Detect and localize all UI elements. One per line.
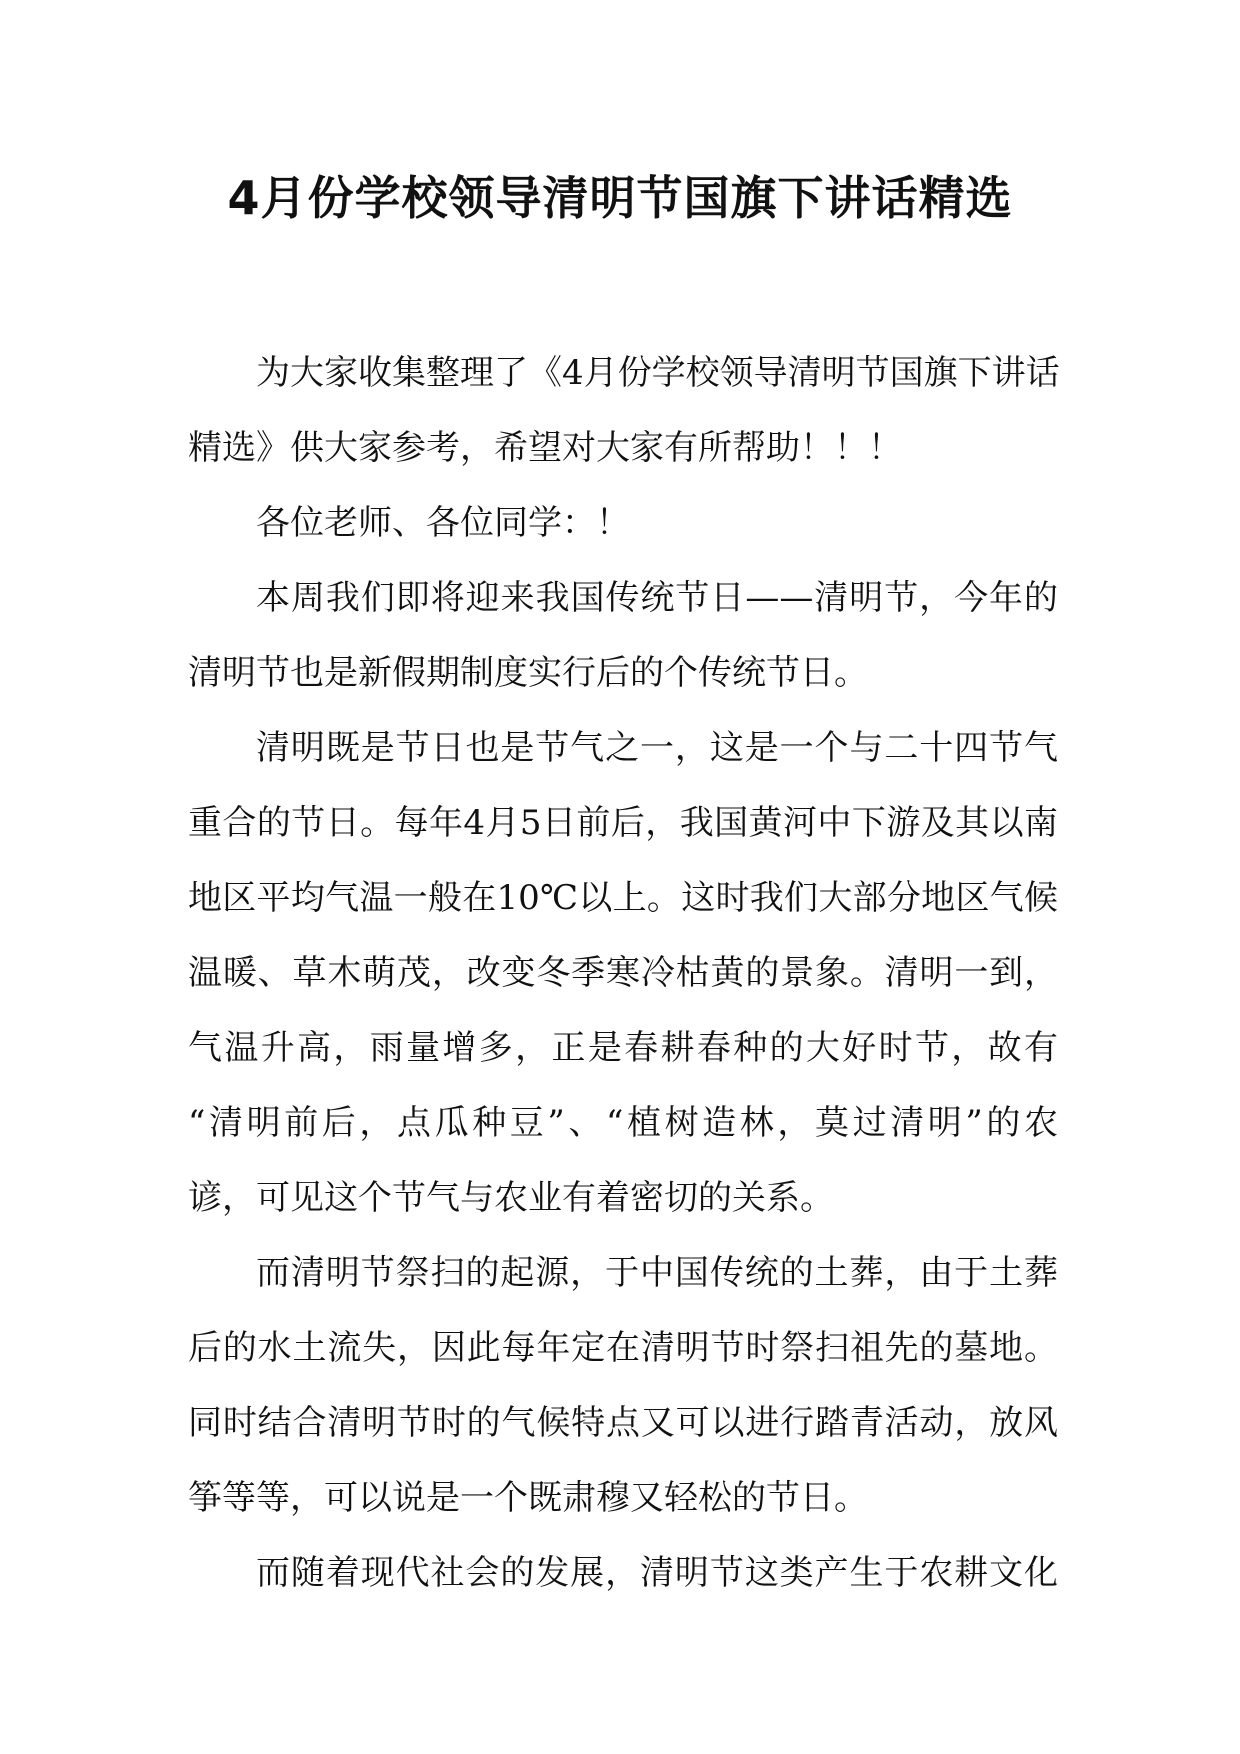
body-text-line: 清明既是节日也是节气之一，这是一个与二十四节气 xyxy=(256,728,1058,768)
document-body xyxy=(188,336,1058,1611)
body-text-line: 精选》供大家参考，希望对大家有所帮助！！！ xyxy=(188,428,902,468)
body-text-line: “清明前后，点瓜种豆”、“植树造林，莫过清明”的农 xyxy=(188,1103,1058,1143)
body-text-line: 谚，可见这个节气与农业有着密切的关系。 xyxy=(188,1178,834,1218)
body-text-line: 地区平均气温一般在10℃以上。这时我们大部分地区气候 xyxy=(188,878,1058,918)
body-text-line: 同时结合清明节时的气候特点又可以进行踏青活动，放风 xyxy=(188,1403,1058,1443)
body-text-line: 本周我们即将迎来我国传统节日——清明节，今年的 xyxy=(256,578,1058,618)
body-text-line: 清明节也是新假期制度实行后的个传统节日。 xyxy=(188,653,868,693)
body-text-line: 而清明节祭扫的起源，于中国传统的土葬，由于土葬 xyxy=(256,1253,1058,1293)
body-text-line: 而随着现代社会的发展，清明节这类产生于农耕文化 xyxy=(256,1553,1058,1593)
body-text-line: 为大家收集整理了《4月份学校领导清明节国旗下讲话 xyxy=(256,353,1060,393)
body-text-line: 筝等等，可以说是一个既肃穆又轻松的节日。 xyxy=(188,1478,868,1518)
body-text-line: 重合的节日。每年4月5日前后，我国黄河中下游及其以南 xyxy=(188,803,1058,843)
body-text-line: 温暖、草木萌茂，改变冬季寒冷枯黄的景象。清明一到， xyxy=(188,953,1058,993)
document-title: 4月份学校领导清明节国旗下讲话精选 xyxy=(227,171,1013,225)
body-text-line: 气温升高，雨量增多，正是春耕春种的大好时节，故有 xyxy=(188,1028,1058,1068)
body-text-line: 各位老师、各位同学：！ xyxy=(256,503,630,543)
body-text-line: 后的水土流失，因此每年定在清明节时祭扫祖先的墓地。 xyxy=(188,1328,1058,1368)
